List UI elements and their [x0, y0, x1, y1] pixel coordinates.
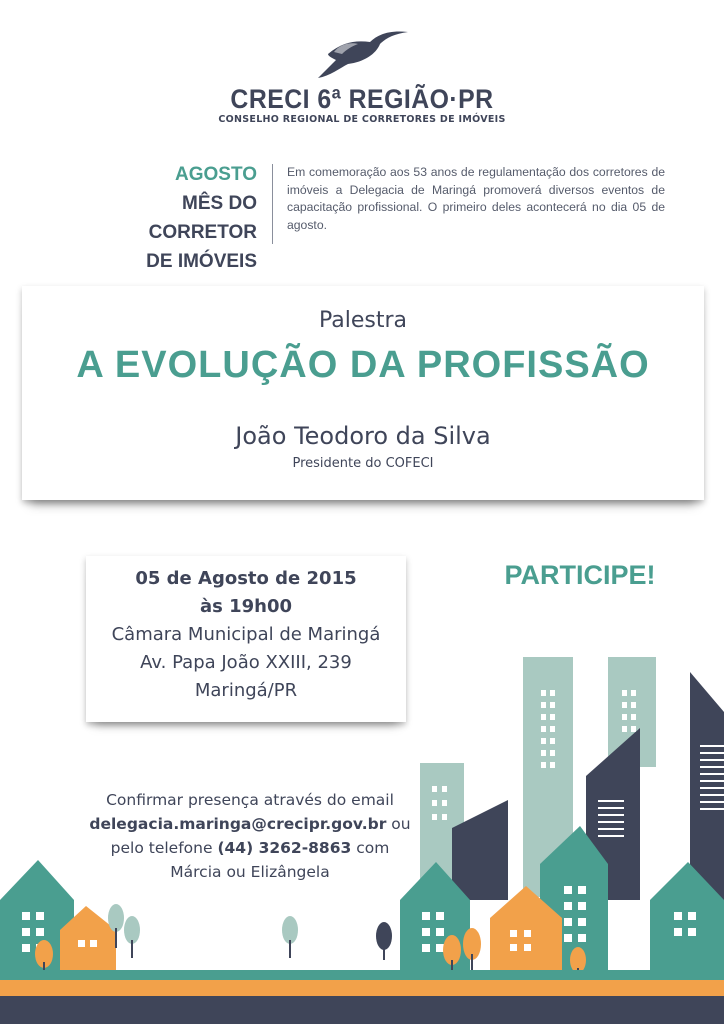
intro-divider — [272, 164, 273, 244]
talk-card — [22, 286, 704, 500]
talk-kicker: Palestra — [318, 308, 408, 333]
talk-speaker-role: Presidente do COFECI — [292, 456, 434, 471]
intro-paragraph: Em comemoração aos 53 anos de regulamentação dos corretores de imóveis a Delegacia de Maringá promoverá diversos eventos de capacitação profissional. O primeiro deles acontecerá no dia 05 de agosto. — [287, 165, 665, 232]
intro-heading-line3: DE IMÓVEIS — [146, 251, 257, 272]
logo-title: CRECI 6ª REGIÃO·PR — [230, 84, 494, 114]
event-address: Av. Papa João XXIII, 239 — [140, 652, 352, 673]
contact-phone[interactable]: (44) 3262-8863 — [217, 839, 352, 857]
event-date: 05 de Agosto de 2015 — [135, 568, 357, 589]
contact-line2 — [60, 812, 440, 836]
contact-info — [60, 788, 440, 884]
contact-line1: Confirmar presença através do email — [106, 791, 394, 809]
logo-subtitle: CONSELHO REGIONAL DE CORRETORES DE IMÓVEIS — [218, 114, 506, 125]
event-venue: Câmara Municipal de Maringá — [111, 624, 381, 645]
event-city: Maringá/PR — [194, 680, 298, 701]
contact-phone-suffix: com — [351, 839, 390, 857]
intro-heading — [100, 160, 257, 276]
contact-phone-prefix: pelo telefone — [110, 839, 218, 857]
contact-email-suffix: ou — [386, 815, 411, 833]
hummingbird-logo-icon — [318, 28, 410, 80]
call-to-action: PARTICIPE! — [504, 560, 656, 590]
talk-title: A EVOLUÇÃO DA PROFISSÃO — [76, 344, 650, 386]
intro-heading-month: AGOSTO — [175, 164, 257, 185]
contact-line3 — [60, 836, 440, 860]
talk-speaker: João Teodoro da Silva — [235, 422, 491, 450]
event-time: às 19h00 — [199, 596, 293, 617]
event-card — [86, 556, 406, 722]
contact-line4: Márcia ou Elizângela — [170, 863, 330, 881]
intro-heading-line2: MÊS DO CORRETOR — [148, 193, 257, 243]
contact-email[interactable]: delegacia.maringa@crecipr.gov.br — [89, 815, 387, 833]
